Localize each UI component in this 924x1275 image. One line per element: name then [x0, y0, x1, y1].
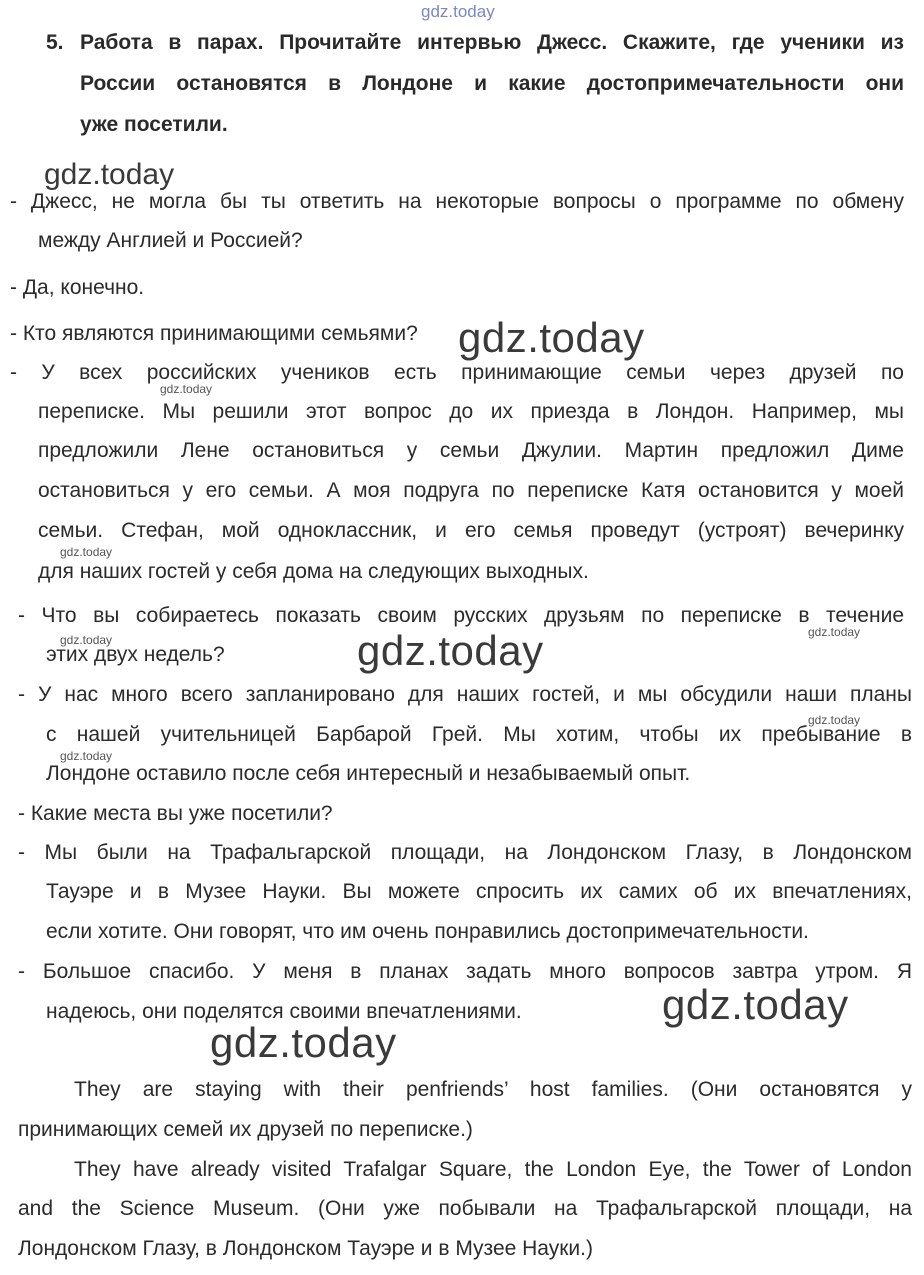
dialogue-line: семьи. Стефан, мой одноклассник, и его семья проведут (устроят) вечеринку	[38, 519, 904, 542]
dialogue-line: этих двух недель?	[46, 643, 225, 666]
dialogue-line: если хотите. Они говорят, что им очень понравились достопримечательности.	[46, 920, 809, 943]
dialogue-line: - Большое спасибо. У меня в планах задать много вопросов завтра утром. Я	[18, 960, 912, 983]
dialogue-line: - У нас много всего запланировано для наших гостей, и мы обсудили наши планы	[18, 683, 912, 706]
dialogue-line: - Да, конечно.	[10, 276, 145, 299]
dialogue-line: между Англией и Россией?	[38, 229, 303, 252]
watermark: gdz.today	[60, 749, 113, 763]
answer-line: принимающих семей их друзей по переписке.)	[18, 1118, 473, 1141]
dialogue-line: Тауэре и в Музее Науки. Вы можете спросить их самих об их впечатлениях,	[46, 880, 912, 903]
watermark: gdz.today	[808, 713, 861, 727]
watermark: gdz.today	[808, 625, 861, 639]
watermark: gdz.today	[458, 314, 645, 361]
dialogue-line: надеюсь, они поделятся своими впечатлениями.	[46, 1000, 522, 1023]
watermark: gdz.today	[160, 382, 213, 396]
dialogue-line: - Джесс, не могла бы ты ответить на некоторые вопросы о программе по обмену	[10, 190, 904, 213]
watermark: gdz.today	[44, 158, 175, 191]
task-number: 5.	[46, 31, 64, 54]
watermark: gdz.today	[210, 1019, 397, 1066]
dialogue-line: - У всех российских учеников есть принимающие семьи через друзей по	[10, 361, 904, 384]
answer-line: They have already visited Trafalgar Square, the London Eye, the Tower of London	[74, 1158, 912, 1181]
answer-line: Лондонском Глазу, в Лондонском Тауэре и в Музее Науки.)	[18, 1237, 593, 1260]
dialogue-line: - Мы были на Трафальгарской площади, на Лондонском Глазу, в Лондонском	[18, 841, 912, 864]
watermark: gdz.today	[662, 981, 849, 1028]
watermark: gdz.today	[60, 545, 113, 559]
watermark: gdz.today	[357, 627, 544, 674]
dialogue-line: - Кто являются принимающими семьями?	[10, 322, 418, 345]
dialogue-line: остановиться у его семьи. А моя подруга по переписке Катя остановится у моей	[38, 479, 904, 502]
watermark: gdz.today	[60, 633, 113, 647]
watermark-top: gdz.today	[421, 2, 495, 21]
dialogue-line: для наших гостей у себя дома на следующих выходных.	[38, 560, 589, 583]
dialogue-line: Лондоне оставило после себя интересный и незабываемый опыт.	[46, 762, 691, 785]
dialogue-line: переписке. Мы решили этот вопрос до их приезда в Лондон. Например, мы	[38, 400, 904, 423]
answer-line: They are staying with their penfriends’ host families. (Они остановятся у	[74, 1078, 912, 1101]
dialogue-line: с нашей учительницей Барбарой Грей. Мы хотим, чтобы их пребывание в	[46, 723, 912, 746]
task-line-3: уже посетили.	[80, 113, 228, 136]
task-line-1: Работа в парах. Прочитайте интервью Джесс. Скажите, где ученики из	[80, 31, 904, 54]
task-line-2: России остановятся в Лондоне и какие достопримечательности они	[80, 72, 904, 95]
answer-line: and the Science Museum. (Они уже побывали на Трафальгарской площади, на	[18, 1197, 912, 1220]
dialogue-line: - Что вы собираетесь показать своим русских друзьям по переписке в течение	[18, 604, 904, 627]
dialogue-line: предложили Лене остановиться у семьи Джулии. Мартин предложил Диме	[38, 439, 904, 462]
dialogue-line: - Какие места вы уже посетили?	[18, 802, 333, 825]
